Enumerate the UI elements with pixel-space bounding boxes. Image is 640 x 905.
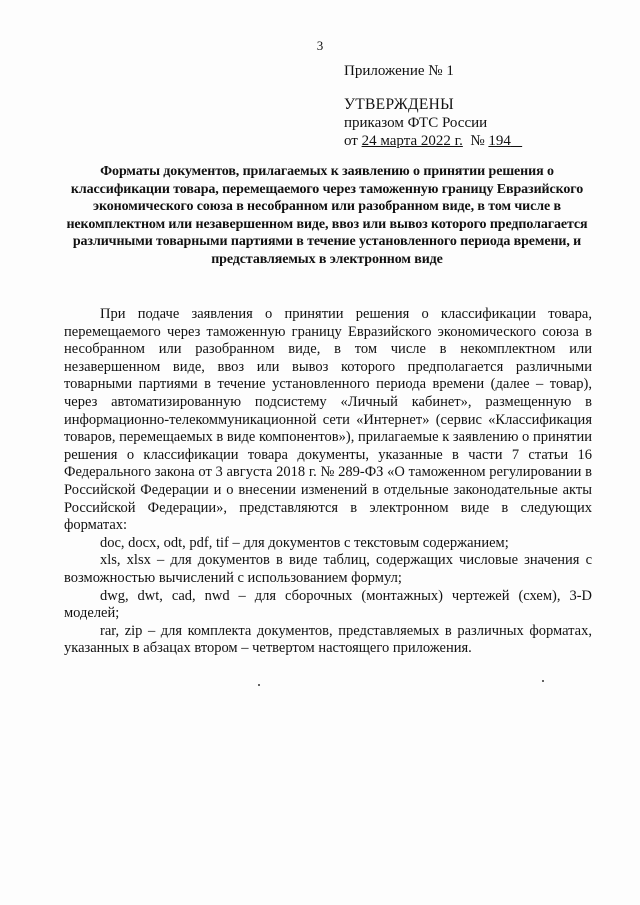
document-title: Форматы документов, прилагаемых к заявлению о принятии решения о классификации товара, перемещаемого через таможенную границу Евразийского экономического союза в несобранном или разобранном виде, в том числе в некомплектном или незавершенном виде, ввоз или вывоз которого предполагается различными товарными партиями в течение установленного периода времени, и представляемых в электронном виде xyxy=(66,164,588,267)
paragraph-intro: При подаче заявления о принятии решения о классификации товара, перемещаемого через таможенную границу Евразийского экономического союза в несобранном или разобранном виде, в том числе в некомплектном или незавершенном виде, ввоз или вывоз которого предполагается различными товарными партиями в течение установленного периода времени (далее – товар), через автоматизированную подсистему «Личный кабинет», размещенную в информационно-телекоммуникационной сети «Интернет» (сервис «Классификация товаров, перемещаемых в виде компонентов»), прилагаемые к заявлению о принятии решения о классификации товара документы, указанные в части 7 статьи 16 Федерального закона от 3 августа 2018 г. № 289-ФЗ «О таможенном регулировании в Российской Федерации и о внесении изменений в отдельные законодательные акты Российской Федерации», представляются в электронном виде в следующих форматах: xyxy=(64,306,592,534)
order-reference: приказом ФТС России xyxy=(344,115,488,131)
approved-heading: УТВЕРЖДЕНЫ xyxy=(344,96,454,113)
number-prefix: № xyxy=(470,133,489,149)
appendix-label: Приложение № 1 xyxy=(344,63,454,79)
page-number: 3 xyxy=(316,38,324,53)
paragraph-text-formats: doc, docx, odt, pdf, tif – для документов с текстовым содержанием; xyxy=(100,534,509,551)
date-prefix: от xyxy=(344,133,362,149)
paragraph-archive-formats: rar, zip – для комплекта документов, представляемых в различных форматах, указанных в абзацах втором – четвертом настоящего приложения. xyxy=(64,622,592,657)
order-date: 24 марта 2022 г. xyxy=(361,133,463,149)
order-number: 194 xyxy=(488,133,511,149)
scan-speck xyxy=(258,684,260,686)
document-body xyxy=(64,306,592,658)
scan-speck xyxy=(542,680,544,682)
paragraph-table-formats: xls, xlsx – для документов в виде таблиц, содержащих числовые значения с возможностью вычислений с использованием формул; xyxy=(64,552,592,586)
approval-block xyxy=(344,62,614,150)
paragraph-drawing-formats: dwg, dwt, cad, nwd – для сборочных (монтажных) чертежей (схем), 3-D моделей; xyxy=(64,587,592,622)
order-date-line xyxy=(344,132,614,150)
